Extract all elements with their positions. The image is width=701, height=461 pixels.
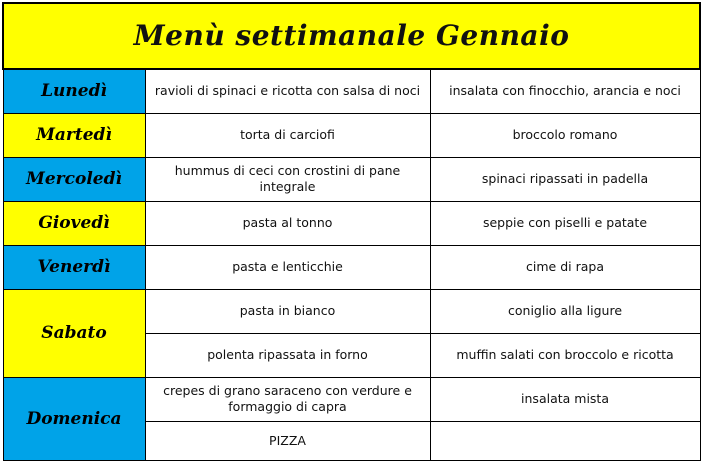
first-course-cell: PIZZA — [145, 421, 430, 460]
menu-title: Menù settimanale Gennaio — [3, 3, 700, 69]
day-cell-giovedi: Giovedì — [3, 201, 145, 245]
table-row — [3, 289, 700, 333]
table-row — [3, 69, 700, 113]
second-course-cell: muffin salati con broccolo e ricotta — [430, 333, 700, 377]
table-row — [3, 157, 700, 201]
second-course-cell: insalata con finocchio, arancia e noci — [430, 69, 700, 113]
day-cell-venerdi: Venerdì — [3, 245, 145, 289]
second-course-cell: insalata mista — [430, 377, 700, 421]
second-course-cell: coniglio alla ligure — [430, 289, 700, 333]
first-course-cell: pasta e lenticchie — [145, 245, 430, 289]
day-cell-lunedi: Lunedì — [3, 69, 145, 113]
first-course-cell: hummus di ceci con crostini di pane integrale — [145, 157, 430, 201]
empty-cell — [430, 421, 700, 460]
first-course-cell: torta di carciofi — [145, 113, 430, 157]
day-cell-martedi: Martedì — [3, 113, 145, 157]
day-cell-domenica: Domenica — [3, 377, 145, 460]
first-course-cell: pasta al tonno — [145, 201, 430, 245]
table-row — [3, 113, 700, 157]
second-course-cell: broccolo romano — [430, 113, 700, 157]
table-row — [3, 201, 700, 245]
first-course-cell: crepes di grano saraceno con verdure e formaggio di capra — [145, 377, 430, 421]
first-course-cell: pasta in bianco — [145, 289, 430, 333]
day-cell-sabato: Sabato — [3, 289, 145, 377]
second-course-cell: spinaci ripassati in padella — [430, 157, 700, 201]
table-row — [3, 377, 700, 421]
second-course-cell: seppie con piselli e patate — [430, 201, 700, 245]
weekly-menu-table — [2, 2, 701, 461]
second-course-cell: cime di rapa — [430, 245, 700, 289]
table-row — [3, 245, 700, 289]
first-course-cell: ravioli di spinaci e ricotta con salsa di noci — [145, 69, 430, 113]
day-cell-mercoledi: Mercoledì — [3, 157, 145, 201]
first-course-cell: polenta ripassata in forno — [145, 333, 430, 377]
